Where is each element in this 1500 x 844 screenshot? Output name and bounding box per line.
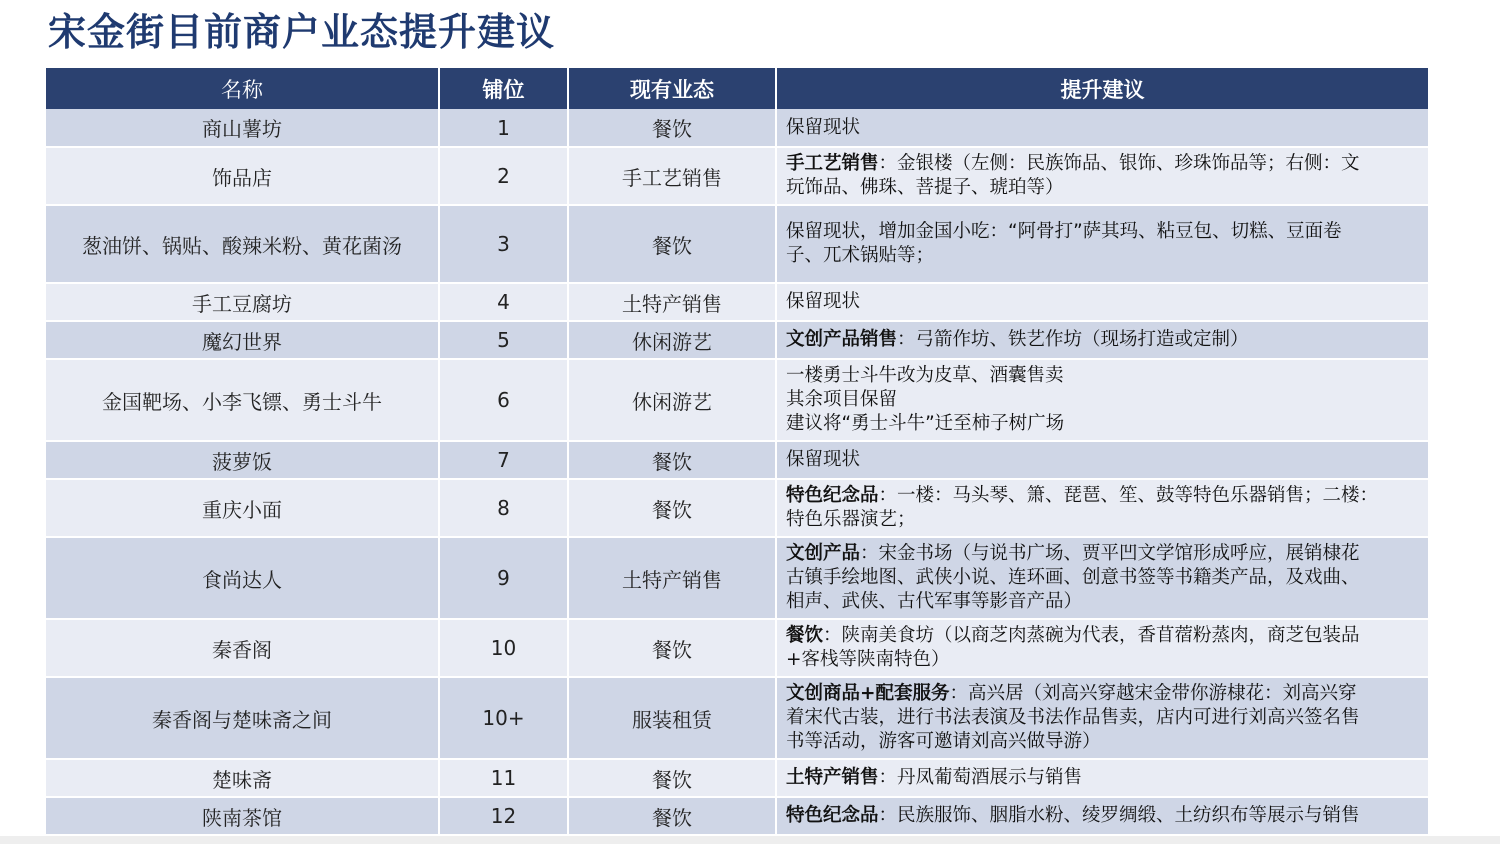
table-row <box>46 759 1428 797</box>
cell-type: 餐饮 <box>568 109 776 147</box>
cell-name: 饰品店 <box>46 147 439 205</box>
suggestion-table <box>46 68 1428 836</box>
cell-stall: 11 <box>439 759 568 797</box>
suggestion-text: 子、兀术锅贴等； <box>786 245 935 266</box>
suggestion-text: 书等活动，游客可邀请刘高兴做导游） <box>786 731 1101 752</box>
cell-stall: 5 <box>439 321 568 359</box>
cell-stall: 3 <box>439 205 568 283</box>
suggestion-category: 手工艺销售 <box>786 153 879 174</box>
suggestion-category: 土特产销售 <box>786 767 879 788</box>
suggestion-category: 特色纪念品 <box>786 805 879 826</box>
suggestion-line <box>786 364 1424 388</box>
suggestion-text: 陕南美食坊（以商芝肉蒸碗为代表，香苜蓿粉蒸肉，商芝包装品 <box>841 625 1360 646</box>
suggestion-category: 文创产品销售 <box>786 329 898 350</box>
cell-type: 餐饮 <box>568 797 776 835</box>
suggestion-line <box>786 566 1424 590</box>
table-row <box>46 359 1428 441</box>
cell-suggestion <box>776 797 1428 835</box>
cell-suggestion <box>776 147 1428 205</box>
bottom-bar <box>0 836 1500 844</box>
suggestion-separator: ： <box>949 683 969 704</box>
cell-suggestion <box>776 759 1428 797</box>
suggestion-line <box>786 388 1424 412</box>
suggestion-line <box>786 508 1424 532</box>
table-row <box>46 321 1428 359</box>
table-row <box>46 109 1428 147</box>
suggestion-text: 其余项目保留 <box>786 389 898 410</box>
header-stall: 铺位 <box>439 68 568 109</box>
suggestion-line <box>786 448 1424 472</box>
cell-suggestion <box>776 321 1428 359</box>
suggestion-line <box>786 590 1424 614</box>
cell-suggestion <box>776 619 1428 677</box>
cell-suggestion <box>776 283 1428 321</box>
table-row <box>46 479 1428 537</box>
cell-name: 葱油饼、锅贴、酸辣米粉、黄花菌汤 <box>46 205 439 283</box>
header-name: 名称 <box>46 68 439 109</box>
cell-stall: 10+ <box>439 677 568 759</box>
suggestion-text: 玩饰品、佛珠、菩提子、琥珀等） <box>786 177 1064 198</box>
cell-type: 餐饮 <box>568 619 776 677</box>
suggestion-text: 着宋代古装，进行书法表演及书法作品售卖，店内可进行刘高兴签名售 <box>786 707 1360 728</box>
suggestion-line <box>786 116 1424 140</box>
table-header-row <box>46 68 1428 109</box>
suggestion-separator: ： <box>823 625 842 646</box>
cell-stall: 9 <box>439 537 568 619</box>
suggestion-category: 特色纪念品 <box>786 485 879 506</box>
cell-stall: 2 <box>439 147 568 205</box>
suggestion-line <box>786 176 1424 200</box>
suggestion-line <box>786 328 1424 352</box>
cell-type: 餐饮 <box>568 205 776 283</box>
cell-type: 餐饮 <box>568 759 776 797</box>
table-row <box>46 619 1428 677</box>
cell-name: 魔幻世界 <box>46 321 439 359</box>
suggestion-text: 金银楼（左侧：民族饰品、银饰、珍珠饰品等；右侧：文 <box>897 153 1360 174</box>
cell-name: 楚味斋 <box>46 759 439 797</box>
suggestion-text: 丹凤葡萄酒展示与销售 <box>897 767 1083 788</box>
cell-suggestion <box>776 359 1428 441</box>
cell-stall: 10 <box>439 619 568 677</box>
cell-type: 餐饮 <box>568 441 776 479</box>
suggestion-text: 弓箭作坊、铁艺作坊（现场打造或定制） <box>915 329 1249 350</box>
cell-type: 手工艺销售 <box>568 147 776 205</box>
suggestion-text: 民族服饰、胭脂水粉、绫罗绸缎、土纺织布等展示与销售 <box>897 805 1360 826</box>
table-row <box>46 797 1428 835</box>
cell-name: 手工豆腐坊 <box>46 283 439 321</box>
suggestion-text: +客栈等陕南特色） <box>786 649 950 670</box>
suggestion-separator: ： <box>860 543 879 564</box>
header-suggestion: 提升建议 <box>776 68 1428 109</box>
cell-suggestion <box>776 677 1428 759</box>
cell-name: 秦香阁与楚味斋之间 <box>46 677 439 759</box>
suggestion-category: 餐饮 <box>786 625 824 646</box>
table-row <box>46 441 1428 479</box>
suggestion-separator: ： <box>878 485 898 506</box>
cell-name: 食尚达人 <box>46 537 439 619</box>
cell-type: 休闲游艺 <box>568 321 776 359</box>
suggestion-line <box>786 682 1424 706</box>
suggestion-text: 保留现状 <box>786 116 861 138</box>
suggestion-category: 文创产品 <box>786 543 861 564</box>
suggestion-line <box>786 730 1424 754</box>
table-row <box>46 205 1428 283</box>
cell-name: 重庆小面 <box>46 479 439 537</box>
header-type: 现有业态 <box>568 68 776 109</box>
suggestion-line <box>786 290 1424 314</box>
suggestion-line <box>786 412 1424 436</box>
suggestion-separator: ： <box>878 767 898 788</box>
suggestion-text: 一楼勇士斗牛改为皮草、酒囊售卖 <box>786 365 1064 386</box>
suggestion-text: 特色乐器演艺； <box>786 509 916 530</box>
table-row <box>46 147 1428 205</box>
suggestion-separator: ： <box>878 805 898 826</box>
cell-type: 休闲游艺 <box>568 359 776 441</box>
suggestion-text: 保留现状，增加金国小吃：“阿骨打”萨其玛、粘豆包、切糕、豆面卷 <box>786 221 1342 242</box>
cell-name: 商山薯坊 <box>46 109 439 147</box>
cell-type: 土特产销售 <box>568 283 776 321</box>
cell-suggestion <box>776 479 1428 537</box>
suggestion-line <box>786 624 1424 648</box>
cell-suggestion <box>776 441 1428 479</box>
suggestion-line <box>786 244 1424 268</box>
table-row <box>46 283 1428 321</box>
cell-suggestion <box>776 537 1428 619</box>
table-row <box>46 677 1428 759</box>
cell-name: 陕南茶馆 <box>46 797 439 835</box>
suggestion-text: 建议将“勇士斗牛”迁至柿子树广场 <box>786 413 1065 434</box>
cell-name: 金国靶场、小李飞镖、勇士斗牛 <box>46 359 439 441</box>
suggestion-category: 文创商品+配套服务 <box>786 683 950 704</box>
suggestion-line <box>786 220 1424 244</box>
cell-stall: 7 <box>439 441 568 479</box>
suggestion-text: 一楼：马头琴、箫、琵琶、笙、鼓等特色乐器销售；二楼： <box>897 485 1379 506</box>
cell-suggestion <box>776 109 1428 147</box>
table-row <box>46 537 1428 619</box>
suggestion-separator: ： <box>878 153 898 174</box>
suggestion-text: 高兴居（刘高兴穿越宋金带你游棣花：刘高兴穿 <box>968 683 1357 704</box>
cell-suggestion <box>776 205 1428 283</box>
cell-stall: 8 <box>439 479 568 537</box>
cell-name: 菠萝饭 <box>46 441 439 479</box>
suggestion-text: 相声、武侠、古代军事等影音产品） <box>786 591 1083 612</box>
suggestion-line <box>786 706 1424 730</box>
suggestion-line <box>786 542 1424 566</box>
cell-name: 秦香阁 <box>46 619 439 677</box>
page-title: 宋金街目前商户业态提升建议 <box>48 10 556 54</box>
cell-type: 服装租赁 <box>568 677 776 759</box>
cell-stall: 12 <box>439 797 568 835</box>
suggestion-text: 古镇手绘地图、武侠小说、连环画、创意书签等书籍类产品，及戏曲、 <box>786 567 1360 588</box>
suggestion-line <box>786 648 1424 672</box>
suggestion-line <box>786 152 1424 176</box>
cell-type: 土特产销售 <box>568 537 776 619</box>
suggestion-text: 保留现状 <box>786 449 861 470</box>
cell-stall: 1 <box>439 109 568 147</box>
cell-stall: 4 <box>439 283 568 321</box>
suggestion-line <box>786 484 1424 508</box>
suggestion-line <box>786 766 1424 790</box>
cell-stall: 6 <box>439 359 568 441</box>
suggestion-text: 保留现状 <box>786 291 861 312</box>
cell-type: 餐饮 <box>568 479 776 537</box>
suggestion-text: 宋金书场（与说书广场、贾平凹文学馆形成呼应，展销棣花 <box>878 543 1360 564</box>
suggestion-separator: ： <box>897 329 916 350</box>
suggestion-line <box>786 804 1424 828</box>
